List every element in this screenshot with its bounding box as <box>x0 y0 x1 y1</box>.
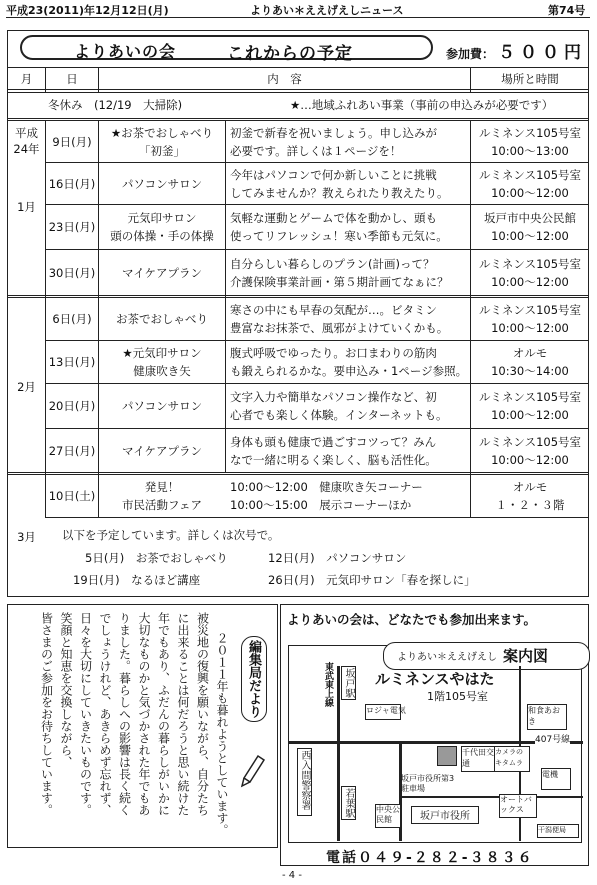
row-description <box>230 388 468 424</box>
row-place-line: １・２・３階 <box>495 498 565 512</box>
map-label-autobacs: オートバックス <box>499 794 537 818</box>
row-place-line: 10:00～12:00 <box>491 185 569 200</box>
editorial-column: 大切なものかと気づかされた年でもあ <box>137 612 151 816</box>
row-place <box>471 124 589 160</box>
row-description-line: 今年はパソコンで何か新しいことに挑戦 <box>230 167 437 182</box>
editorial-column: 日々を大切にしていきたいものです。 <box>78 612 93 816</box>
row-place-line: ルミネンス105号室 <box>478 434 582 449</box>
page-number: - 4 - <box>282 870 302 881</box>
map-label-electric: 電機 <box>541 768 571 790</box>
row-title-line: 頭の体操・手の体操 <box>110 229 214 243</box>
header-rule <box>6 17 590 18</box>
editorial-column: 皆さまのご参加をお待ちしています。 <box>39 612 54 816</box>
row-place <box>471 301 589 337</box>
row-title <box>100 442 224 460</box>
editorial-column: 年でもあり、ふだんの暮らしがいかに <box>156 612 171 816</box>
editorial-column: 笑顔と知恵を交換しながら、 <box>59 612 73 768</box>
row-title-line: 元気印サロン <box>127 211 197 225</box>
row-description-line: 文字入力や簡単なパソコン操作など、初 <box>230 390 437 404</box>
row-place-line: ルミネンス105号室 <box>478 303 582 317</box>
guide-map <box>288 645 582 843</box>
row-place <box>471 255 589 291</box>
pencil-icon <box>238 748 268 788</box>
row-day <box>46 310 98 328</box>
map-label-hall: 中央公民館 <box>375 804 401 828</box>
row-title <box>100 124 224 160</box>
venue-marker <box>437 746 457 766</box>
row-day <box>46 442 98 460</box>
row-description-line: 自分らしい暮らしのプラン(計画)って？ <box>230 256 435 271</box>
map-label-cityhall: 坂戸市役所 <box>411 806 479 824</box>
row-title-line: 「初釜」 <box>139 143 185 158</box>
row-day-line: 9日(月) <box>52 134 92 149</box>
row-day <box>46 218 98 236</box>
row-place-line: 10:30～14:00 <box>491 364 569 378</box>
march-item: 5日(月) お茶でおしゃべり <box>85 551 228 565</box>
map-label-police: 西入間警察署 <box>297 748 312 816</box>
fee <box>446 38 586 63</box>
row-description <box>230 478 468 514</box>
row-day-line: 6日(月) <box>52 312 92 326</box>
row-title-line: ★お茶でおしゃべり <box>110 125 214 140</box>
row-day-line: 30日(月) <box>48 265 96 280</box>
row-title-line: マイケアプラン <box>121 265 203 280</box>
editorial-column: に出来ることは何だろうと思い続けた <box>176 612 190 816</box>
row-title-line: パソコンサロン <box>121 399 203 413</box>
editorial-column: でしょうけれど、あきらめず忘れず、 <box>98 612 112 816</box>
map-label-post: 干潟便局 <box>537 824 579 838</box>
row-description-line: 介護保険事業計画・第５期計画てなぁに？ <box>230 274 449 289</box>
row-description <box>230 301 468 337</box>
venue-room: 1階105号室 <box>427 690 488 703</box>
row-title-line: 市民活動フェア <box>122 498 202 512</box>
march-item: 26日(月) 元気印サロン「春を探しに」 <box>268 573 476 587</box>
newsletter-title: よりあい＊ええげえしニュース <box>250 4 404 17</box>
row-day-line: 23日(月) <box>48 220 96 234</box>
row-place-line: 10:00～13:00 <box>491 143 569 158</box>
row-title <box>100 209 224 245</box>
tobu-tojo-line <box>337 666 340 841</box>
row-description-line: 必要です。詳しくは１ページを！ <box>230 143 402 158</box>
row-description-line: 寒さの中にも早春の気配が…。ビタミン <box>230 303 437 317</box>
row-description-line: 気軽な運動とゲームで体を動かし、頭も <box>230 211 437 225</box>
row-description-line: 10:00～12:00 健康吹き矢コーナー <box>230 480 423 494</box>
banner-heading: これからの予定 <box>227 44 353 64</box>
row-day-line: 20日(月) <box>48 399 96 413</box>
march-intro: 以下を予定しています。詳しくは次号で。 <box>62 528 280 542</box>
map-label-camera: カメラのキタムラ <box>494 746 530 772</box>
row-place-line: オルモ <box>512 480 548 494</box>
row-day <box>46 397 98 415</box>
row-place-line: 坂戸市中央公民館 <box>484 211 576 225</box>
row-day <box>46 133 98 151</box>
row-description-line: 腹式呼吸でゆったり。お口まわりの筋肉 <box>230 346 437 360</box>
row-day-line: 10日(土) <box>48 489 96 503</box>
row-title-line: ★元気印サロン <box>122 346 202 360</box>
row-place-line: 10:00～12:00 <box>491 321 569 335</box>
editorial-column: ２０１１年も暮れようとしています。 <box>215 632 229 836</box>
row-day-line: 13日(月) <box>48 355 96 369</box>
col-month: 月 <box>20 72 33 86</box>
row-description-line: なで一緒に明るく楽しく、脳も活性化。 <box>230 452 437 467</box>
wakaba-station: 若葉駅 <box>343 788 354 818</box>
row-title-line: パソコンサロン <box>121 176 203 191</box>
month-march: 3月 <box>17 530 36 544</box>
editorial-column: 被災地の復興を願いながら、自分たち <box>195 612 210 816</box>
row-place <box>471 388 589 424</box>
row-description-line: してみませんか？教えられたり教えたり。 <box>230 185 449 200</box>
row-title-line: 健康吹き矢 <box>133 364 191 378</box>
banner-org: よりあいの会 <box>74 42 177 61</box>
map-title-small: よりあい＊ええげえし <box>397 652 497 663</box>
holiday-note: 冬休み (12/19 大掃除) <box>48 98 183 112</box>
row-place-line: 10:00～12:00 <box>491 408 569 422</box>
map-label-store: ロジャ電気 <box>365 704 401 720</box>
row-title <box>100 310 224 328</box>
march-item: 19日(月) なるほど講座 <box>73 573 201 587</box>
col-day: 日 <box>66 72 78 86</box>
phone-number: 電話０４９-２８２-３８３６ <box>326 850 534 866</box>
row-title-line: 発見！ <box>144 480 180 494</box>
map-label-line: 東武東上線 <box>323 662 333 707</box>
row-place-line: 10:00～12:00 <box>491 452 569 467</box>
row-place <box>471 344 589 380</box>
month-january: 1月 <box>17 200 36 214</box>
row-day-line: 16日(月) <box>48 176 96 191</box>
march-item: 12日(月) パソコンサロン <box>268 551 407 565</box>
venue-name: ルミネンスやはた <box>375 670 495 688</box>
row-title-line: お茶でおしゃべり <box>116 312 208 326</box>
row-place <box>471 478 589 514</box>
row-day-line: 27日(月) <box>48 443 96 458</box>
row-description-line: も鍛えられるかな。要申込み・1ページ参照。 <box>230 364 468 378</box>
row-description <box>230 433 468 469</box>
info-headline: よりあいの会は、どなたでも参加出来ます。 <box>287 612 537 627</box>
row-description <box>230 255 468 291</box>
row-description-line: 使ってリフレッシュ！寒い季節も元気に。 <box>230 229 448 243</box>
row-day <box>46 175 98 193</box>
row-place <box>471 433 589 469</box>
map-label-parking: 坂戸市役所第3駐車場 <box>401 774 455 793</box>
col-content: 内 容 <box>267 72 302 86</box>
row-description <box>230 166 468 202</box>
editorial-heading: 編集局だより <box>246 640 261 718</box>
row-description-line: 初釜で新春を祝いましょう。申し込みが <box>230 125 437 140</box>
row-day <box>46 353 98 371</box>
row-day <box>46 487 98 505</box>
map-label-route: 407号線 <box>535 732 570 745</box>
row-description-line: 身体も頭も健康で過ごすコツって？みん <box>230 434 437 449</box>
row-description <box>230 344 468 380</box>
row-place-line: 10:00～12:00 <box>491 229 569 243</box>
month-february: 2月 <box>17 380 36 394</box>
fee-label: 参加費： <box>446 47 495 61</box>
row-place-line: ルミネンス105号室 <box>478 256 582 271</box>
row-place-line: 10:00～12:00 <box>491 274 569 289</box>
col-place: 場所と時間 <box>501 72 559 86</box>
row-place-line: ルミネンス105号室 <box>478 167 582 182</box>
row-place <box>471 166 589 202</box>
issue-number: 第74号 <box>548 4 586 17</box>
row-place-line: オルモ <box>512 346 548 360</box>
era-label: 平成 24年 <box>13 126 40 156</box>
row-description <box>230 124 468 160</box>
row-title <box>100 264 224 282</box>
schedule-banner <box>20 35 433 64</box>
star-legend: ★…地域ふれあい事業（事前の申込みが必要です） <box>290 98 554 112</box>
row-place <box>471 209 589 245</box>
fee-amount: ５００円 <box>498 43 587 63</box>
row-description-line: 心者でも楽しく体験。インターネットも。 <box>230 408 448 422</box>
row-place-line: ルミネンス105号室 <box>478 125 582 140</box>
row-title <box>100 175 224 193</box>
row-description <box>230 209 468 245</box>
row-title <box>100 478 224 514</box>
row-description-line: 豊富なお抹茶で、風邪がよけていくかも。 <box>230 321 449 335</box>
row-title <box>100 344 224 380</box>
sakado-station: 坂戸駅 <box>343 668 354 698</box>
map-title: 案内図 <box>503 647 549 665</box>
row-title-line: マイケアプラン <box>121 443 203 458</box>
row-day <box>46 264 98 282</box>
row-description-line: 10:00～15:00 展示コーナーほか <box>230 498 412 512</box>
map-label-restaurant: 和食あおき <box>527 704 567 730</box>
row-place-line: ルミネンス105号室 <box>478 390 582 404</box>
row-title <box>100 397 224 415</box>
issue-date: 平成23(2011)年12月12日(月) <box>6 4 169 17</box>
editorial-column: りました。暮らしへの影響は長く続く <box>117 612 132 816</box>
map-label-taxi: 千代田交通 <box>461 746 495 772</box>
